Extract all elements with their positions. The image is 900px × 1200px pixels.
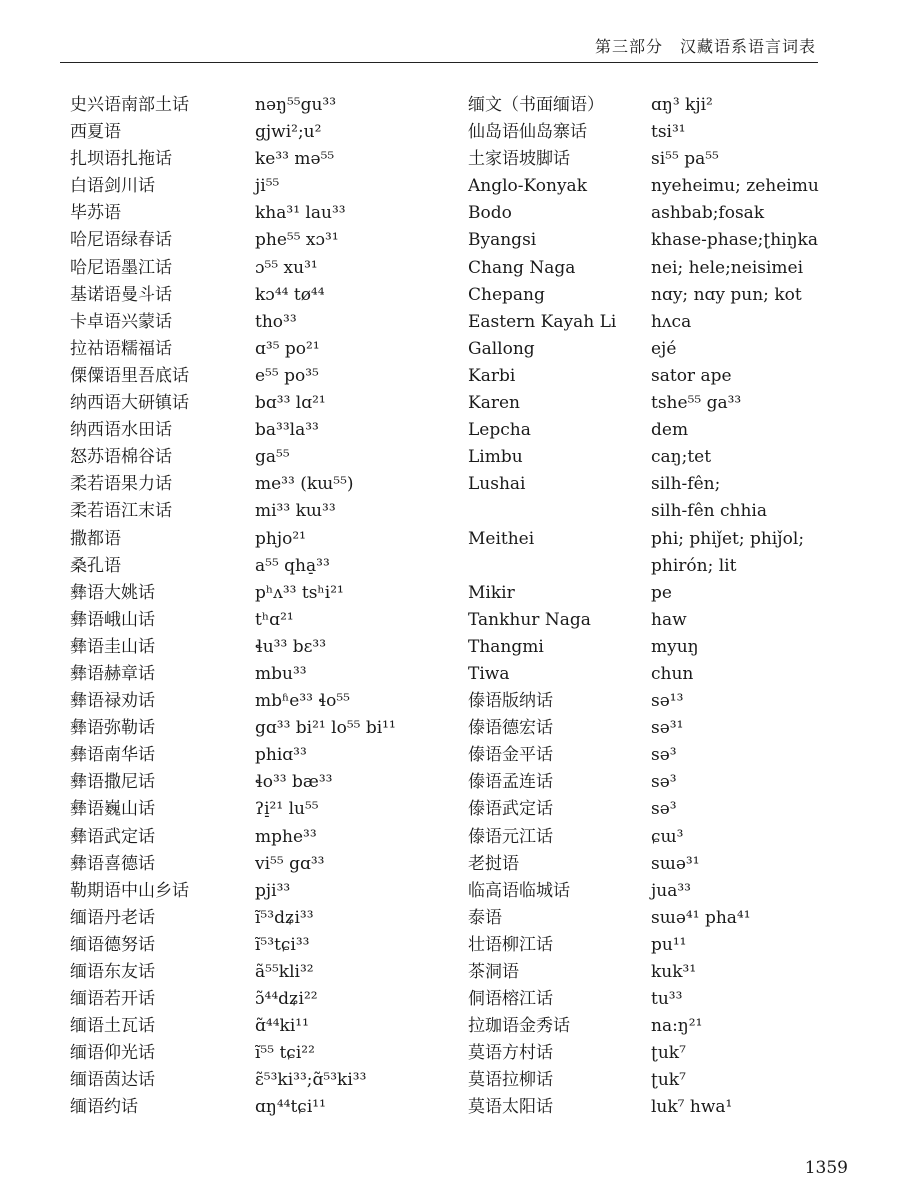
- entry-row: [70, 935, 396, 962]
- word-form: phe⁵⁵ xɔ³¹: [255, 230, 339, 251]
- language-name: 柔若语果力话: [70, 474, 172, 495]
- word-form: sɯə³¹: [651, 853, 700, 874]
- word-form: ba³³la³³: [255, 420, 319, 441]
- word-form: tsi³¹: [651, 122, 686, 143]
- language-name: 临高语临城话: [468, 880, 570, 901]
- word-form: ʈuk⁷: [651, 1070, 686, 1091]
- word-form: nɑy; nɑy pun; kot: [651, 284, 802, 305]
- word-form: sə³¹: [651, 718, 684, 739]
- word-form: ɑ³⁵ po²¹: [255, 338, 320, 359]
- header-rule: [60, 62, 818, 63]
- language-name: 彝语喜德话: [70, 853, 155, 874]
- language-name: Mikir: [468, 582, 515, 603]
- entry-row: [70, 854, 396, 881]
- entry-row: [468, 501, 819, 528]
- entry-row: [468, 474, 819, 501]
- word-form: hʌca: [651, 311, 692, 332]
- word-form: ɔ̃⁴⁴dʑi²²: [255, 989, 318, 1010]
- running-header: 第三部分 汉藏语系语言词表: [594, 37, 816, 56]
- entry-row: [70, 583, 396, 610]
- entry-row: [468, 95, 819, 122]
- language-name: 茶洞语: [468, 962, 519, 982]
- entry-row: [468, 1070, 819, 1097]
- language-name: 莫语拉柳话: [468, 1070, 553, 1091]
- word-form: chun: [651, 663, 694, 684]
- language-name: 傣语孟连话: [468, 772, 553, 793]
- word-form: ĩ⁵³tɕi³³: [255, 934, 310, 955]
- language-name: 白语剑川话: [70, 176, 155, 197]
- word-form: jua³³: [651, 880, 691, 901]
- language-name: Meithei: [468, 528, 535, 549]
- word-form: mphe³³: [255, 826, 317, 847]
- language-name: Bodo: [468, 203, 512, 224]
- language-name: Chang Naga: [468, 257, 576, 278]
- entry-row: [468, 1016, 819, 1043]
- language-name: 莫语太阳话: [468, 1097, 553, 1118]
- entry-row: [70, 556, 396, 583]
- word-form: bɑ³³ lɑ²¹: [255, 393, 326, 414]
- entry-row: [468, 420, 819, 447]
- entry-row: [70, 501, 396, 528]
- entry-row: [468, 610, 819, 637]
- word-form: ĩ⁵⁵ tɕi²²: [255, 1043, 315, 1064]
- word-form: ga⁵⁵: [255, 447, 290, 468]
- language-name: 哈尼语墨江话: [70, 257, 172, 278]
- entry-row: [70, 230, 396, 257]
- entry-row: [70, 149, 396, 176]
- word-form: ɬo³³ bæ³³: [255, 772, 333, 793]
- word-form: nəŋ⁵⁵gu³³: [255, 95, 337, 115]
- word-form: tu³³: [651, 989, 683, 1010]
- entry-row: [70, 691, 396, 718]
- entry-row: [468, 339, 819, 366]
- entry-row: [70, 420, 396, 447]
- language-name: 傣语版纳话: [468, 691, 553, 712]
- entry-row: [70, 203, 396, 230]
- entry-row: [70, 881, 396, 908]
- language-name: Limbu: [468, 447, 523, 468]
- entry-row: [468, 203, 819, 230]
- language-name: 柔若语江末话: [70, 501, 172, 522]
- entry-row: [468, 637, 819, 664]
- entry-row: [70, 393, 396, 420]
- word-form: ɛ̃⁵³ki³³;ɑ̃⁵³ki³³: [255, 1070, 367, 1091]
- language-name: 缅语土瓦话: [70, 1016, 155, 1037]
- entry-row: [70, 339, 396, 366]
- word-form: ji⁵⁵: [255, 176, 280, 197]
- language-name: 缅文（书面缅语）: [468, 95, 604, 115]
- language-name: 毕苏语: [70, 203, 121, 224]
- word-form: sator ape: [651, 365, 732, 386]
- word-form: sə³: [651, 799, 677, 820]
- word-form: kɔ⁴⁴ tø⁴⁴: [255, 284, 325, 305]
- language-name: 卡卓语兴蒙话: [70, 311, 172, 332]
- word-form: phirón; lit: [651, 555, 737, 576]
- entry-row: [468, 854, 819, 881]
- language-name: 彝语武定话: [70, 826, 155, 847]
- entry-row: [70, 122, 396, 149]
- language-name: 彝语大姚话: [70, 582, 155, 603]
- entry-row: [468, 447, 819, 474]
- entry-row: [468, 881, 819, 908]
- word-form: pʰʌ³³ tsʰi²¹: [255, 582, 344, 603]
- language-name: Lushai: [468, 474, 526, 495]
- word-form: haw: [651, 609, 687, 630]
- word-form: ɑ̃⁴⁴ki¹¹: [255, 1016, 309, 1037]
- word-form: silh-fên;: [651, 474, 721, 495]
- word-form: pe: [651, 582, 672, 603]
- word-form: pji³³: [255, 880, 291, 901]
- word-form: ashbab;fosak: [651, 203, 765, 224]
- language-name: 仙岛语仙岛寨话: [468, 122, 587, 143]
- word-form: na:ŋ²¹: [651, 1016, 703, 1037]
- word-form: mbu³³: [255, 663, 307, 684]
- right-column: [468, 95, 819, 1125]
- entry-row: [468, 989, 819, 1016]
- language-name: 傣语武定话: [468, 799, 553, 820]
- entry-row: [468, 827, 819, 854]
- entry-row: [70, 827, 396, 854]
- word-form: gɑ³³ bi²¹ lo⁵⁵ bi¹¹: [255, 718, 396, 739]
- entry-row: [70, 772, 396, 799]
- word-form: a⁵⁵ qha̠³³: [255, 555, 330, 576]
- language-name: 壮语柳江话: [468, 934, 553, 955]
- language-name: 彝语南华话: [70, 745, 155, 766]
- entry-row: [70, 664, 396, 691]
- entry-row: [468, 285, 819, 312]
- entry-row: [70, 745, 396, 772]
- word-form: kuk³¹: [651, 962, 697, 982]
- word-form: sə¹³: [651, 691, 684, 712]
- language-name: 缅语茵达话: [70, 1070, 155, 1091]
- word-form: tʰɑ²¹: [255, 609, 294, 630]
- entry-row: [468, 691, 819, 718]
- word-form: ʔi̠²¹ lu⁵⁵: [255, 799, 319, 820]
- language-name: Byangsi: [468, 230, 537, 251]
- word-form: phiɑ³³: [255, 745, 307, 766]
- entry-row: [468, 176, 819, 203]
- word-form: sə³: [651, 745, 677, 766]
- language-name: 老挝语: [468, 853, 519, 874]
- language-name: 撒都语: [70, 528, 121, 549]
- language-name: 桑孔语: [70, 555, 121, 576]
- entry-row: [468, 772, 819, 799]
- language-name: 拉珈语金秀话: [468, 1016, 570, 1037]
- entry-row: [70, 962, 396, 989]
- language-name: 缅语仰光话: [70, 1043, 155, 1064]
- word-form: ɔ⁵⁵ xu³¹: [255, 257, 318, 278]
- word-form: sɯə⁴¹ pha⁴¹: [651, 907, 751, 928]
- word-form: dem: [651, 420, 689, 441]
- word-form: vi⁵⁵ gɑ³³: [255, 853, 325, 874]
- language-name: Thangmi: [468, 636, 544, 657]
- entry-row: [70, 447, 396, 474]
- word-form: khase-phase;ʈhiŋka: [651, 230, 818, 251]
- entry-row: [468, 556, 819, 583]
- language-name: Gallong: [468, 338, 535, 359]
- language-name: 拉祜语糯福话: [70, 338, 172, 359]
- entry-row: [70, 637, 396, 664]
- entry-row: [70, 989, 396, 1016]
- language-name: Karbi: [468, 365, 516, 386]
- language-name: Karen: [468, 393, 520, 414]
- language-name: 傣语金平话: [468, 745, 553, 766]
- entry-row: [70, 908, 396, 935]
- entry-row: [468, 745, 819, 772]
- word-form: ĩ⁵³dʑi³³: [255, 907, 314, 928]
- word-form: myuŋ: [651, 636, 699, 657]
- word-form: e⁵⁵ po³⁵: [255, 365, 319, 386]
- word-form: ɑŋ⁴⁴tɕi¹¹: [255, 1097, 326, 1118]
- entry-row: [70, 529, 396, 556]
- entry-row: [468, 718, 819, 745]
- entry-row: [70, 312, 396, 339]
- left-column: [70, 95, 396, 1125]
- word-form: nei; hele;neisimei: [651, 257, 804, 278]
- language-name: 彝语撒尼话: [70, 772, 155, 793]
- word-form: mi³³ kɯ³³: [255, 501, 336, 522]
- entry-row: [70, 366, 396, 393]
- entry-row: [468, 962, 819, 989]
- language-name: 傣语元江话: [468, 826, 553, 847]
- entry-row: [468, 1043, 819, 1070]
- language-name: 扎坝语扎拖话: [70, 149, 172, 170]
- word-form: ɑŋ³ kji²: [651, 95, 713, 115]
- language-name: 傈僳语里吾底话: [70, 365, 189, 386]
- word-form: ke³³ mə⁵⁵: [255, 149, 335, 170]
- language-name: 莫语方村话: [468, 1043, 553, 1064]
- language-name: 史兴语南部土话: [70, 95, 189, 115]
- word-form: mbʱe³³ ɬo⁵⁵: [255, 691, 350, 712]
- entry-row: [70, 285, 396, 312]
- entry-row: [468, 258, 819, 285]
- word-form: gjwi²;u²: [255, 122, 322, 143]
- word-form: caŋ;tet: [651, 447, 712, 468]
- page-number: 1359: [804, 1158, 848, 1178]
- entry-row: [468, 149, 819, 176]
- language-name: 彝语弥勒话: [70, 718, 155, 739]
- entry-row: [70, 258, 396, 285]
- language-name: 纳西语水田话: [70, 420, 172, 441]
- entry-row: [70, 1016, 396, 1043]
- language-name: 基诺语曼斗话: [70, 284, 172, 305]
- language-name: 缅语德努话: [70, 934, 155, 955]
- language-name: 哈尼语绿春话: [70, 230, 172, 251]
- word-form: tho³³: [255, 311, 297, 332]
- language-name: 纳西语大研镇话: [70, 393, 189, 414]
- language-name: Tiwa: [468, 663, 510, 684]
- word-form: silh-fên chhia: [651, 501, 767, 522]
- language-name: 西夏语: [70, 122, 121, 143]
- entry-row: [70, 1043, 396, 1070]
- language-name: 彝语赫章话: [70, 663, 155, 684]
- entry-row: [468, 529, 819, 556]
- word-form: ã⁵⁵kli³²: [255, 962, 314, 982]
- language-name: 勒期语中山乡话: [70, 880, 189, 901]
- language-name: Anglo-Konyak: [468, 176, 587, 197]
- entry-row: [468, 799, 819, 826]
- language-name: 缅语约话: [70, 1097, 138, 1118]
- entry-row: [70, 799, 396, 826]
- entry-row: [70, 1070, 396, 1097]
- language-name: 彝语峨山话: [70, 609, 155, 630]
- word-form: kha³¹ lau³³: [255, 203, 346, 224]
- word-form: tshe⁵⁵ ga³³: [651, 393, 742, 414]
- word-form: pu¹¹: [651, 934, 687, 955]
- word-form: me³³ (kɯ⁵⁵): [255, 474, 354, 495]
- language-name: 泰语: [468, 907, 502, 928]
- word-form: si⁵⁵ pa⁵⁵: [651, 149, 719, 170]
- word-form: phjo²¹: [255, 528, 306, 549]
- language-name: 缅语东友话: [70, 962, 155, 982]
- language-name: 傣语德宏话: [468, 718, 553, 739]
- entry-row: [70, 610, 396, 637]
- entry-row: [468, 664, 819, 691]
- language-name: Eastern Kayah Li: [468, 311, 617, 332]
- language-name: Chepang: [468, 284, 545, 305]
- word-form: nyeheimu; zeheimu: [651, 176, 819, 197]
- word-form: ejé: [651, 338, 677, 359]
- language-name: Lepcha: [468, 420, 531, 441]
- entry-row: [70, 718, 396, 745]
- entry-row: [468, 908, 819, 935]
- word-form: ʈuk⁷: [651, 1043, 686, 1064]
- language-name: 缅语丹老话: [70, 907, 155, 928]
- entry-row: [468, 393, 819, 420]
- entry-row: [70, 1097, 396, 1124]
- entry-row: [70, 176, 396, 203]
- word-form: sə³: [651, 772, 677, 793]
- entry-row: [468, 935, 819, 962]
- word-form: ɕɯ³: [651, 826, 684, 847]
- entry-row: [468, 366, 819, 393]
- word-form: phi; phiȷ̌et; phiǰol;: [651, 528, 805, 549]
- language-name: 侗语榕江话: [468, 989, 553, 1010]
- entry-row: [468, 122, 819, 149]
- entry-row: [468, 312, 819, 339]
- entry-row: [70, 474, 396, 501]
- language-name: 土家语坡脚话: [468, 149, 570, 170]
- word-form: ɬu³³ bɛ³³: [255, 636, 327, 657]
- language-name: 彝语圭山话: [70, 636, 155, 657]
- language-name: 怒苏语棉谷话: [70, 447, 172, 468]
- entry-row: [70, 95, 396, 122]
- word-form: luk⁷ hwa¹: [651, 1097, 733, 1118]
- entry-row: [468, 230, 819, 257]
- language-name: Tankhur Naga: [468, 609, 591, 630]
- language-name: 缅语若开话: [70, 989, 155, 1010]
- entry-row: [468, 583, 819, 610]
- language-name: 彝语禄劝话: [70, 691, 155, 712]
- entry-row: [468, 1097, 819, 1124]
- language-name: 彝语巍山话: [70, 799, 155, 820]
